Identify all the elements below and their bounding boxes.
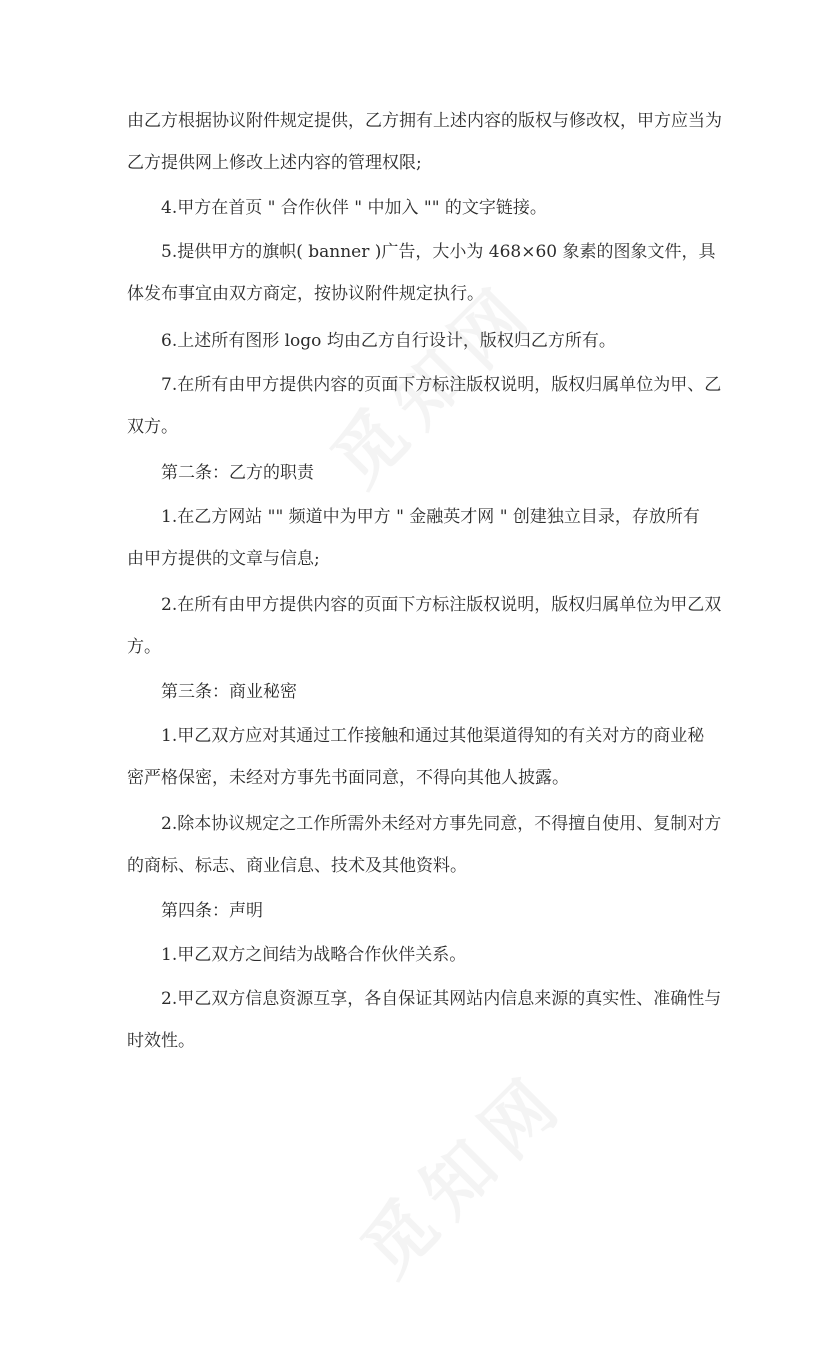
paragraph-s2-item-2 <box>127 584 722 668</box>
text-line: 7.在所有由甲方提供内容的页面下方标注版权说明，版权归属单位为甲、乙 <box>161 375 722 395</box>
text-line: 时效性。 <box>127 1031 195 1051</box>
watermark-text <box>335 1045 585 1295</box>
paragraph-content-provision <box>127 100 722 184</box>
text-line: 2.除本协议规定之工作所需外未经对方事先同意，不得擅自使用、复制对方 <box>161 814 722 834</box>
paragraph-s3-item-2 <box>127 803 722 887</box>
heading-text: 第四条：声明 <box>161 901 263 921</box>
text-line: 体发布事宜由双方商定，按协议附件规定执行。 <box>127 284 484 304</box>
section-heading-3 <box>127 671 717 713</box>
text-line: 由乙方根据协议附件规定提供，乙方拥有上述内容的版权与修改权，甲方应当为 <box>127 111 722 131</box>
text-line: 1.甲乙双方之间结为战略合作伙伴关系。 <box>161 945 467 965</box>
text-line: 方。 <box>127 637 161 657</box>
paragraph-item-7 <box>127 364 722 448</box>
text-line: 2.在所有由甲方提供内容的页面下方标注版权说明，版权归属单位为甲乙双 <box>161 595 722 615</box>
text-line: 的商标、标志、商业信息、技术及其他资料。 <box>127 856 467 876</box>
paragraph-item-5 <box>127 231 717 315</box>
text-line: 双方。 <box>127 417 178 437</box>
text-line: 5.提供甲方的旗帜( banner )广告，大小为 468×60 象素的图象文件，具 <box>161 242 716 262</box>
text-line: 6.上述所有图形 logo 均由乙方自行设计，版权归乙方所有。 <box>161 331 616 351</box>
text-line: 乙方提供网上修改上述内容的管理权限; <box>127 153 422 173</box>
text-line: 由甲方提供的文章与信息; <box>127 549 320 569</box>
paragraph-s4-item-2 <box>127 978 722 1062</box>
heading-text: 第二条：乙方的职责 <box>161 463 314 483</box>
paragraph-s4-item-1 <box>127 934 717 976</box>
heading-text: 第三条：商业秘密 <box>161 682 297 702</box>
paragraph-s2-item-1 <box>127 496 717 580</box>
text-line: 2.甲乙双方信息资源互享，各自保证其网站内信息来源的真实性、准确性与 <box>161 989 722 1009</box>
text-line: 1.甲乙双方应对其通过工作接触和通过其他渠道得知的有关对方的商业秘 <box>161 726 705 746</box>
text-line: 4.甲方在首页 " 合作伙伴 " 中加入 "" 的文字链接。 <box>161 198 547 218</box>
section-heading-2 <box>127 452 717 494</box>
paragraph-s3-item-1 <box>127 715 717 799</box>
section-heading-4 <box>127 890 717 932</box>
paragraph-item-4 <box>127 187 717 229</box>
text-line: 密严格保密，未经对方事先书面同意，不得向其他人披露。 <box>127 768 569 788</box>
paragraph-item-6 <box>127 320 717 362</box>
text-line: 1.在乙方网站 "" 频道中为甲方 " 金融英才网 " 创建独立目录，存放所有 <box>161 507 700 527</box>
